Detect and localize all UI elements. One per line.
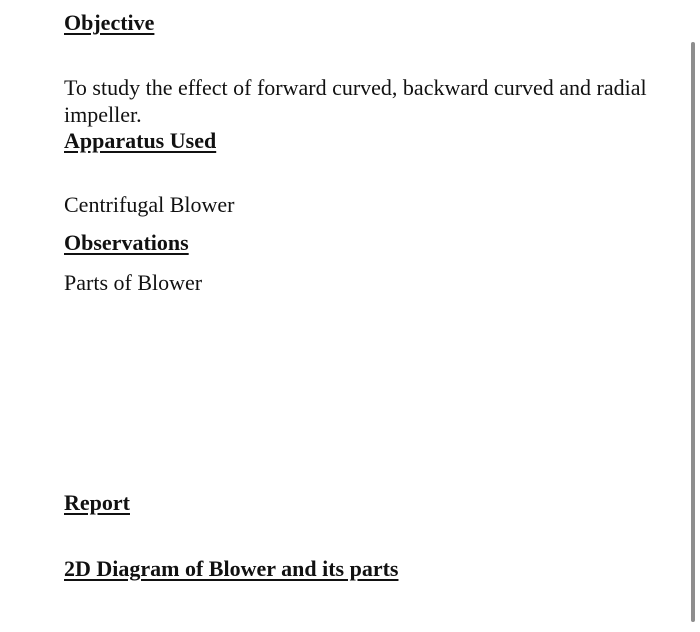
apparatus-heading: Apparatus Used (64, 128, 217, 153)
observations-text: Parts of Blower (64, 270, 203, 295)
report-heading: Report (64, 490, 130, 515)
objective-heading: Objective (64, 10, 155, 35)
diagram-heading: 2D Diagram of Blower and its parts (64, 556, 399, 581)
apparatus-text: Centrifugal Blower (64, 192, 235, 217)
observations-heading: Observations (64, 230, 189, 255)
vertical-scrollbar[interactable] (691, 42, 695, 622)
objective-text: To study the effect of forward curved, backward curved and radial impeller. (64, 75, 647, 127)
